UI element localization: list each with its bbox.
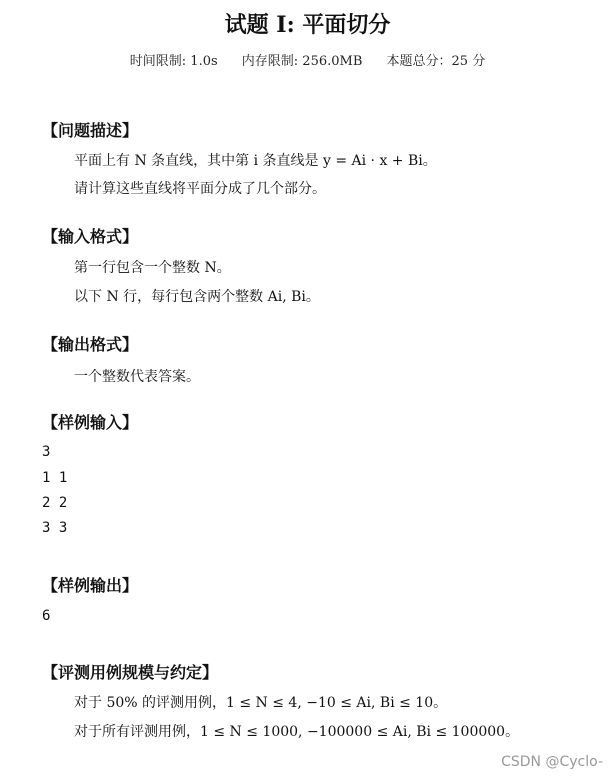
constraints-heading: 【评测用例规模与约定】 [42,663,219,682]
problem-line-1: 平面上有 N 条直线，其中第 i 条直线是 y = Ai · x + Bi。 [74,153,437,169]
total-score: 本题总分：25 分 [386,54,486,69]
sample-input-line: 1 1 [42,470,68,486]
sample-input-line: 2 2 [42,495,68,511]
constraints-line-1: 对于 50% 的评测用例，1 ≤ N ≤ 4, −10 ≤ Ai, Bi ≤ 10。 [74,695,448,711]
memory-limit: 内存限制: 256.0MB [241,54,363,69]
sample-output-heading: 【样例输出】 [42,576,139,595]
input-line-1: 第一行包含一个整数 N。 [74,260,231,276]
problem-meta [0,50,615,69]
output-line-1: 一个整数代表答案。 [74,369,200,385]
page-title: 试题 I: 平面切分 [224,12,391,38]
sample-output-line: 6 [42,608,51,624]
problem-heading: 【问题描述】 [42,121,139,140]
constraints-line-2: 对于所有评测用例，1 ≤ N ≤ 1000, −100000 ≤ Ai, Bi ≤ 100000。 [74,724,520,740]
watermark: CSDN @Cyclo- [501,754,603,770]
sample-input-line: 3 [42,444,51,460]
time-limit: 时间限制: 1.0s [129,54,218,69]
output-heading: 【输出格式】 [42,335,139,354]
problem-line-2: 请计算这些直线将平面分成了几个部分。 [74,181,326,197]
sample-input-line: 3 3 [42,520,68,536]
sample-input-heading: 【样例输入】 [42,413,139,432]
input-heading: 【输入格式】 [42,227,139,246]
input-line-2: 以下 N 行，每行包含两个整数 Ai, Bi。 [74,289,320,305]
